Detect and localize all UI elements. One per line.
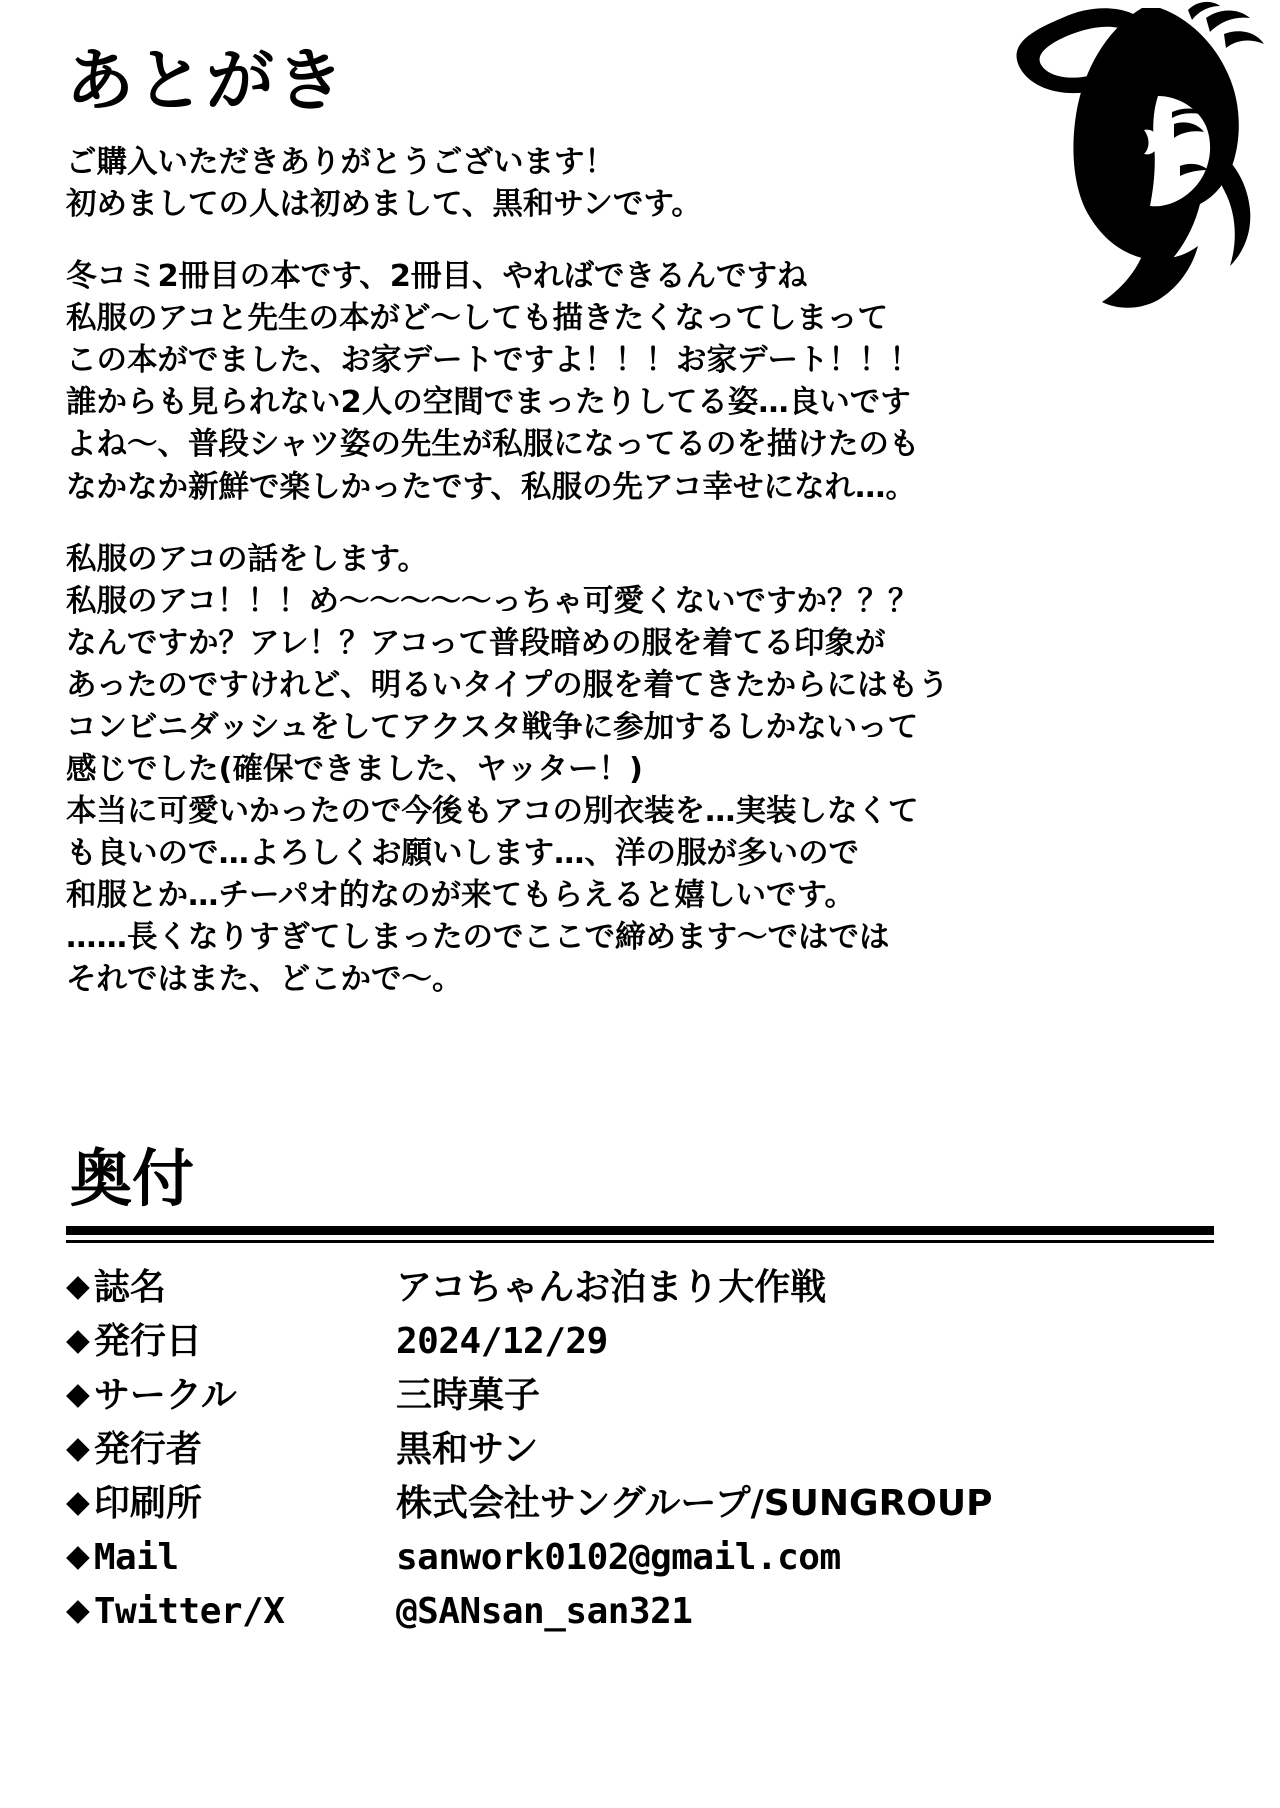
afterword-line: 私服のアコの話をします。 (66, 541, 429, 577)
afterword-line: も良いので…よろしくお願いします…、洋の服が多いので (66, 836, 859, 872)
table-row (66, 1427, 993, 1481)
afterword-line: 初めましての人は初めまして、黒和サンです。 (66, 187, 702, 223)
table-row (66, 1535, 993, 1589)
colophon-table (66, 1265, 993, 1644)
colophon-title: 奥付 (70, 1142, 195, 1215)
diamond-bullet-icon: ◆ (66, 1430, 90, 1467)
diamond-bullet-icon: ◆ (66, 1268, 90, 1304)
colophon-label-cell (66, 1589, 396, 1643)
afterword-line: よね〜、普段シャツ姿の先生が私服になってるのを描けたのも (66, 427, 920, 463)
colophon-label-cell (66, 1265, 396, 1319)
colophon-label: 発行者 (93, 1429, 202, 1471)
colophon-value: @SANsan_san321 (396, 1591, 693, 1633)
colophon-label: 印刷所 (93, 1483, 202, 1525)
diamond-bullet-icon: ◆ (66, 1322, 90, 1359)
afterword-line: 私服のアコ！！！め〜〜〜〜〜っちゃ可愛くないですか？？？ (66, 583, 919, 619)
colophon-label-cell (66, 1373, 396, 1427)
colophon-section (66, 1142, 1214, 1644)
afterword-title: あとがき (66, 42, 347, 121)
afterword-section (66, 42, 1156, 1001)
diamond-bullet-icon: ◆ (66, 1484, 90, 1521)
afterword-line: なんですか？アレ！？アコって普段暗めの服を着てる印象が (66, 625, 886, 661)
colophon-value: 黒和サン (396, 1429, 539, 1471)
colophon-label-cell (66, 1481, 396, 1535)
colophon-divider-thick (66, 1226, 1214, 1235)
afterword-line: それではまた、どこかで〜。 (66, 962, 463, 998)
afterword-paragraph-2 (66, 256, 1156, 508)
afterword-line: 和服とか…チーパオ的なのが来てもらえると嬉しいです。 (66, 878, 856, 914)
colophon-value: 三時菓子 (396, 1375, 541, 1417)
afterword-line: 冬コミ2冊目の本です、2冊目、やればできるんですね (66, 259, 808, 295)
afterword-line: あったのですけれど、明るいタイプの服を着てきたからにはもう (66, 667, 949, 703)
afterword-line: この本がでました、お家デートですよ！！！お家デート！！！ (66, 343, 920, 379)
table-row (66, 1589, 993, 1643)
table-row (66, 1481, 993, 1535)
afterword-line: コンビニダッシュをしてアクスタ戦争に参加するしかないって (66, 709, 919, 745)
colophon-label: サークル (93, 1375, 237, 1417)
colophon-value: 株式会社サングループ/SUNGROUP (396, 1483, 993, 1525)
colophon-label-cell (66, 1319, 396, 1373)
colophon-value: アコちゃんお泊まり大作戦 (396, 1267, 827, 1308)
afterword-line: なかなか新鮮で楽しかったです、私服の先アコ幸せになれ…。 (66, 469, 917, 505)
afterword-line: 誰からも見られない2人の空間でまったりしてる姿…良いです (66, 385, 911, 421)
table-row (66, 1319, 993, 1373)
afterword-line: ご購入いただきありがとうございます！ (66, 145, 615, 180)
afterword-line: 私服のアコと先生の本がど〜しても描きたくなってしまって (66, 301, 888, 337)
colophon-value: 2024/12/29 (396, 1321, 608, 1363)
colophon-label: Mail (93, 1537, 179, 1579)
diamond-bullet-icon: ◆ (66, 1376, 90, 1413)
afterword-line: ……長くなりすぎてしまったのでここで締めます〜ではでは (66, 920, 890, 956)
diamond-bullet-icon: ◆ (66, 1538, 90, 1575)
afterword-paragraph-1 (66, 142, 1156, 226)
afterword-line: 感じでした(確保できました、ヤッター！) (66, 752, 643, 788)
colophon-label: 発行日 (93, 1321, 202, 1363)
table-row (66, 1265, 993, 1319)
colophon-label-cell (66, 1427, 396, 1481)
colophon-divider-thin (66, 1240, 1214, 1243)
table-row (66, 1373, 993, 1427)
afterword-line: 本当に可愛いかったので今後もアコの別衣装を…実装しなくて (66, 794, 919, 830)
colophon-value: sanwork0102@gmail.com (396, 1537, 841, 1579)
colophon-label: Twitter/X (93, 1591, 285, 1633)
colophon-label: 誌名 (93, 1267, 166, 1308)
colophon-label-cell (66, 1535, 396, 1589)
diamond-bullet-icon: ◆ (66, 1592, 90, 1629)
afterword-paragraph-3 (66, 539, 1156, 1002)
